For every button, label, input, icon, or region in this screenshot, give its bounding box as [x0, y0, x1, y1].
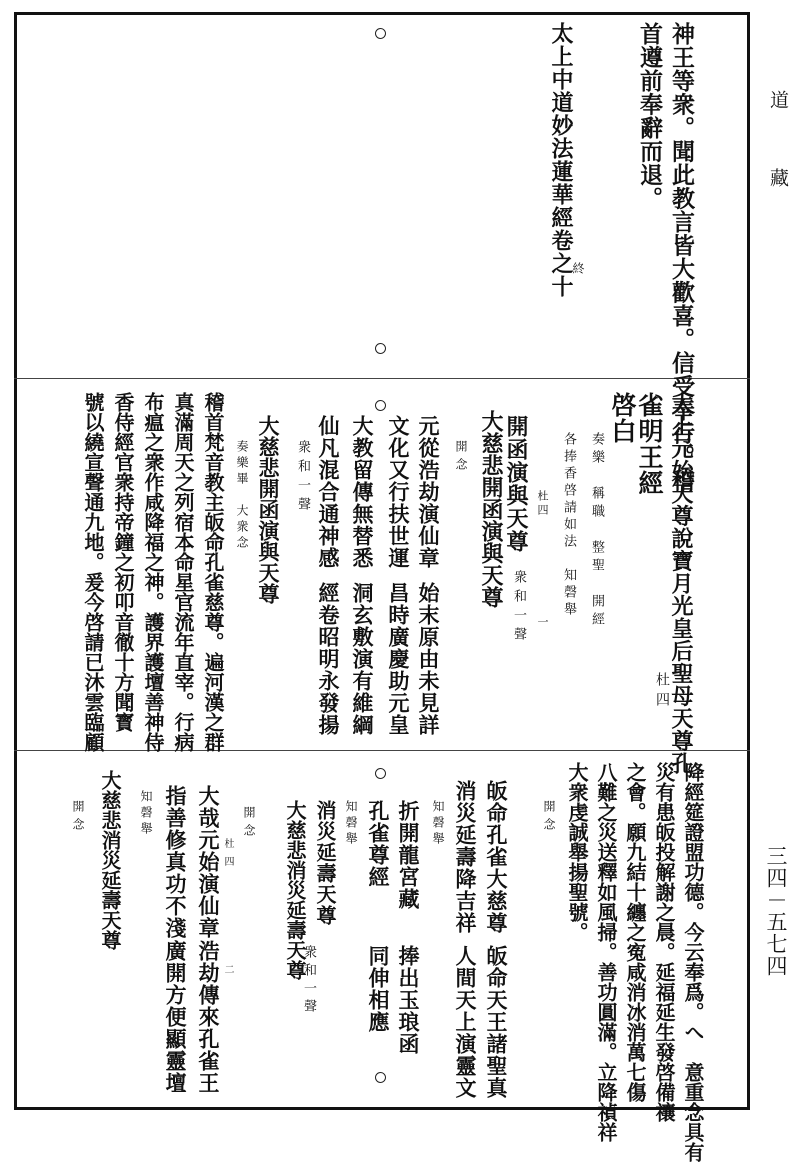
refuge-line-1: 皈命孔雀大慈尊 [484, 780, 509, 934]
chorus-note-1: 衆和一聲 [511, 570, 526, 646]
bell-note-2: 知磬舉 [344, 800, 358, 848]
open-chant-note-4: 開念 [71, 800, 85, 836]
hymn-line-1: 大慈悲開函演與天尊 [478, 410, 504, 608]
top-text-column-1: 神王等衆。聞此教言皆大歡喜。信受奉行。稽 [668, 22, 695, 492]
page-number: 三四－五七四 [764, 845, 788, 977]
prayer-line-3: 布瘟之衆作咸降福之神。護界護壇善神侍 [141, 392, 165, 752]
dedication-line-5: 大衆虔誠舉揚聖號。 [565, 762, 589, 942]
sutra-title-column-2: 雀明王經 [635, 392, 664, 496]
prayer-line-1: 稽首梵音教主皈命孔雀慈尊。遍河漢之群 [201, 392, 225, 752]
bell-note-1: 知磬舉 [431, 800, 445, 848]
panel-divider-upper [14, 378, 750, 379]
dedication-line-1: 降經筵證盟功德。今云奉爲。へ 意重念具有 [681, 762, 705, 1162]
ritual-note-4: 奏樂畢 大衆念 [235, 440, 249, 552]
refuge-line-2: 皈命天王諸聖真 [484, 945, 509, 1099]
longevity-title-3: 大慈悲消災延壽天尊 [98, 770, 122, 950]
binding-circle-1 [375, 28, 386, 39]
invocation-heading: 啓白 [608, 392, 637, 444]
hymn-line-3: 大慈悲開函演與天尊 [256, 415, 281, 604]
open-chant-note-2: 開念 [542, 800, 556, 836]
palace-line-2: 捧出玉琅函 [396, 945, 421, 1055]
prayer-line-4: 香侍經官衆持帝鐘之初叩音徹十方聞寳 [111, 392, 135, 732]
verse-5b: 浩劫傳來孔雀王 [196, 940, 221, 1094]
scroll-title-column: 太上中道妙法蓮華經卷之十 [548, 22, 574, 298]
note-dusi: 杜四 [654, 672, 670, 712]
hymn-line-2: 開函演與天尊 [503, 415, 529, 553]
peacock-line-1: 孔雀尊經 [366, 800, 391, 888]
prayer-line-2: 真滿周天之列宿本命星官流年直宰。行病 [171, 392, 195, 752]
book-title-zang: 藏 [767, 168, 789, 191]
prayer-line-5: 號以繞宣聲通九地。爰今啓請已沐雲臨顧 [81, 392, 105, 752]
ritual-note-5: 杜四 二 [222, 838, 233, 982]
palace-line-1: 折開龍宮藏 [396, 800, 421, 910]
verse-2a: 文化又行扶世運 [386, 415, 411, 569]
open-chant-note-1: 開念 [454, 440, 468, 476]
verse-5a: 大哉元始演仙章 [196, 785, 221, 939]
verse-1a: 元從浩劫演仙章 [416, 415, 441, 569]
refuge-line-4: 人間天上演靈文 [453, 945, 478, 1099]
dedication-line-4: 八難之災送釋如風掃。善功圓滿。立降禎祥 [594, 762, 618, 1142]
ritual-note-2: 各捧香啓請如法 知磬舉 [561, 432, 576, 619]
ritual-note-3: 杜四 一 [536, 490, 549, 630]
chorus-note-2: 衆和一聲 [295, 440, 310, 516]
binding-circle-2 [375, 343, 386, 354]
binding-circle-4 [375, 768, 386, 779]
longevity-title-1: 消災延壽天尊 [313, 800, 337, 926]
verse-4b: 經卷昭明永發揚 [316, 582, 341, 736]
sutra-title-column-1: 太上元始天尊說寶月光皇后聖母天尊孔 [668, 392, 694, 775]
dedication-line-3: 之會。願九結十纏之寃咸消冰消萬七傷 [623, 762, 647, 1102]
refuge-line-3: 消災延壽降吉祥 [453, 780, 478, 934]
verse-6a: 指善修真功不淺 [163, 785, 188, 939]
bell-note-3: 知磬舉 [139, 790, 153, 838]
longevity-title-2: 大慈悲消災延壽天尊 [283, 800, 307, 980]
top-text-column-2: 首遵前奉辭而退。 [636, 22, 663, 210]
verse-4a: 仙凡混合通神感 [316, 415, 341, 569]
scroll-end-mark: 終 [571, 262, 585, 280]
verse-3a: 大教留傳無替悉 [350, 415, 375, 569]
open-chant-note-3: 開念 [242, 806, 256, 842]
panel-divider-lower [14, 750, 750, 751]
verse-2b: 昌時廣慶助元皇 [386, 582, 411, 736]
book-title-dao: 道 [767, 90, 789, 113]
peacock-line-2: 同伸相應 [366, 945, 391, 1033]
dedication-line-2: 災有患皈投解謝之晨。延福延生發啓備禳 [652, 762, 676, 1122]
verse-1b: 始末原由未見詳 [416, 582, 441, 736]
binding-circle-3 [375, 400, 386, 411]
verse-3b: 洞玄敷演有維綱 [350, 582, 375, 736]
binding-circle-5 [375, 1072, 386, 1083]
ritual-note-1: 奏樂 稱職 整聖 開經 [589, 432, 604, 630]
verse-6b: 廣開方便顯靈壇 [163, 940, 188, 1094]
chorus-note-3: 衆和一聲 [301, 945, 316, 1017]
